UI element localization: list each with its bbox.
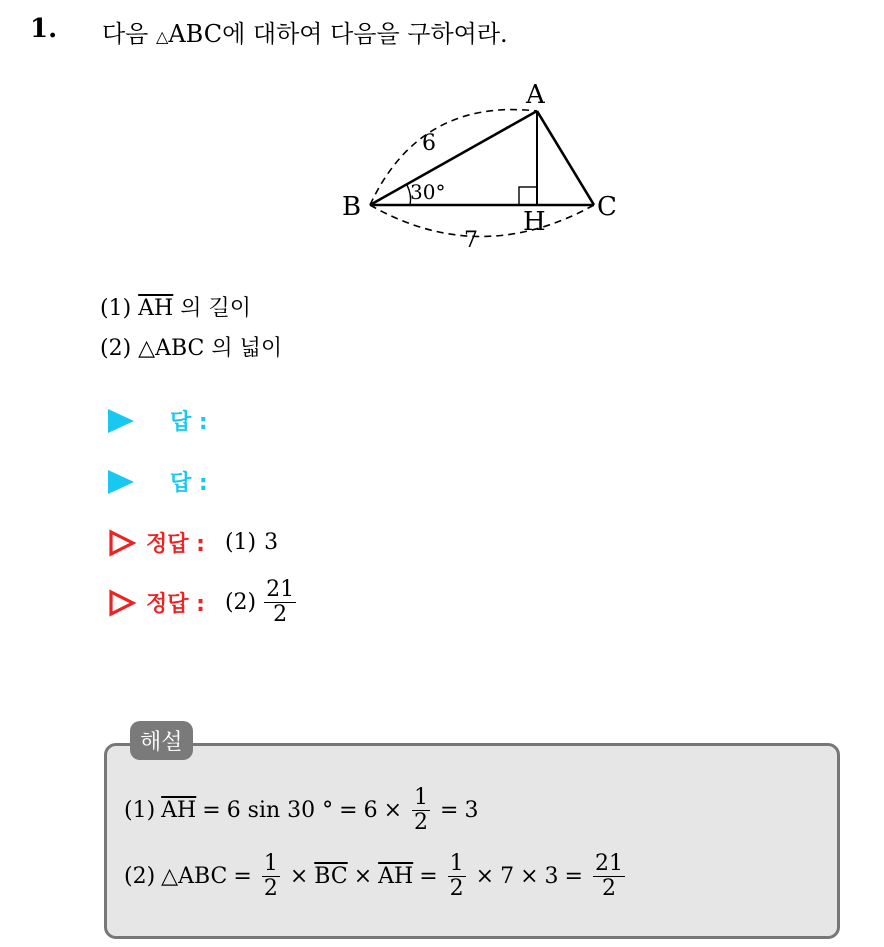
expl1-eq2: = xyxy=(339,798,358,824)
expl1-seg-ah: $\overline{AH}$ xyxy=(161,798,197,824)
question-suffix: 에 대하여 다음을 구하여라. xyxy=(222,20,508,48)
expl2-result-fraction xyxy=(593,852,625,901)
fraction-numerator: 1 xyxy=(449,851,464,876)
fraction-numerator: 21 xyxy=(266,577,295,602)
expl2-times1: × xyxy=(289,864,309,890)
triangle-symbol: △ xyxy=(156,27,169,46)
fraction-numerator: 1 xyxy=(414,785,429,810)
play-icon xyxy=(108,470,134,494)
expl1-eq1: = xyxy=(202,798,221,824)
arc-bc xyxy=(370,205,594,237)
label-c: C xyxy=(597,192,617,222)
expl2-seven: 7 xyxy=(500,864,515,890)
answer-row-1 xyxy=(108,405,208,436)
subquestion-1 xyxy=(100,291,251,322)
expl1-expr: 6 sin 30 ° xyxy=(226,798,334,824)
subquestion-1-num: (1) xyxy=(100,296,132,321)
explanation-tag: 해설 xyxy=(130,721,193,760)
expl2-three: 3 xyxy=(544,864,559,890)
correct-answer-2-fraction xyxy=(264,578,296,627)
segment-ah: $\overline{AH}$ xyxy=(138,296,174,321)
right-angle-mark xyxy=(519,187,537,205)
fraction-denominator: 2 xyxy=(414,810,429,836)
label-angle-b: 30° xyxy=(410,180,446,204)
expl2-seg-bc: $\overline{BC}$ xyxy=(314,864,348,890)
answer-row-2 xyxy=(108,466,208,497)
fraction-denominator: 2 xyxy=(273,602,288,628)
side-ab xyxy=(370,111,537,205)
question-prefix: 다음 xyxy=(102,20,156,48)
expl2-eq3: = xyxy=(564,864,583,890)
fraction-denominator: 2 xyxy=(601,876,616,902)
label-a: A xyxy=(526,80,545,110)
expl2-fraction-2 xyxy=(448,852,466,901)
fraction-numerator: 1 xyxy=(263,851,278,876)
correct-answer-row-1 xyxy=(108,527,278,558)
play-outline-icon xyxy=(108,529,136,557)
explanation-box xyxy=(104,743,840,939)
label-side-ab: 6 xyxy=(422,131,436,156)
fraction-denominator: 2 xyxy=(449,876,464,902)
correct-answer-label: 정답 : xyxy=(146,592,205,618)
subquestion-2 xyxy=(100,331,282,362)
correct-answer-1-value: 3 xyxy=(264,530,279,555)
triangle-figure xyxy=(330,78,630,248)
fraction-denominator: 2 xyxy=(263,876,278,902)
expl1-fraction xyxy=(412,786,430,835)
explanation-line-1 xyxy=(124,786,478,835)
expl1-times: × xyxy=(383,798,403,824)
fraction-numerator: 21 xyxy=(594,851,623,876)
triangle-abc: △ABC xyxy=(138,336,205,361)
subquestion-2-text: 의 넓이 xyxy=(211,336,283,361)
label-side-bc: 7 xyxy=(464,228,478,248)
expl2-eq1: = xyxy=(233,864,252,890)
expl2-triangle: △ABC xyxy=(161,864,228,890)
answer-label: 답 : xyxy=(170,410,208,435)
expl2-seg-ah: $\overline{AH}$ xyxy=(378,864,414,890)
correct-answer-label: 정답 : xyxy=(146,532,205,557)
label-b: B xyxy=(342,192,362,222)
expl2-times4: × xyxy=(520,864,539,890)
correct-answer-row-2 xyxy=(108,578,300,627)
correct-answer-2-num: (2) xyxy=(224,590,257,616)
expl1-six: 6 xyxy=(363,798,378,824)
correct-answer-1-num: (1) xyxy=(224,530,257,555)
question-number: 1. xyxy=(30,14,58,44)
expl2-fraction-1 xyxy=(262,852,280,901)
subquestion-1-text: 의 길이 xyxy=(180,296,251,321)
label-h: H xyxy=(523,207,546,237)
side-ac xyxy=(537,111,594,205)
expl2-times2: × xyxy=(353,864,373,890)
explanation-line-2 xyxy=(124,852,629,901)
play-outline-icon xyxy=(108,589,136,617)
answer-label: 답 : xyxy=(170,471,208,496)
subquestion-2-num: (2) xyxy=(100,336,132,361)
triangle-name: ABC xyxy=(168,20,223,48)
expl1-result: 3 xyxy=(464,798,479,824)
expl2-eq2: = xyxy=(419,864,438,890)
expl1-eq3: = xyxy=(440,798,459,824)
expl2-times3: × xyxy=(475,864,495,890)
play-icon xyxy=(108,409,134,433)
question-text xyxy=(102,14,508,49)
expl1-num: (1) xyxy=(124,798,156,824)
expl2-num: (2) xyxy=(124,864,156,890)
